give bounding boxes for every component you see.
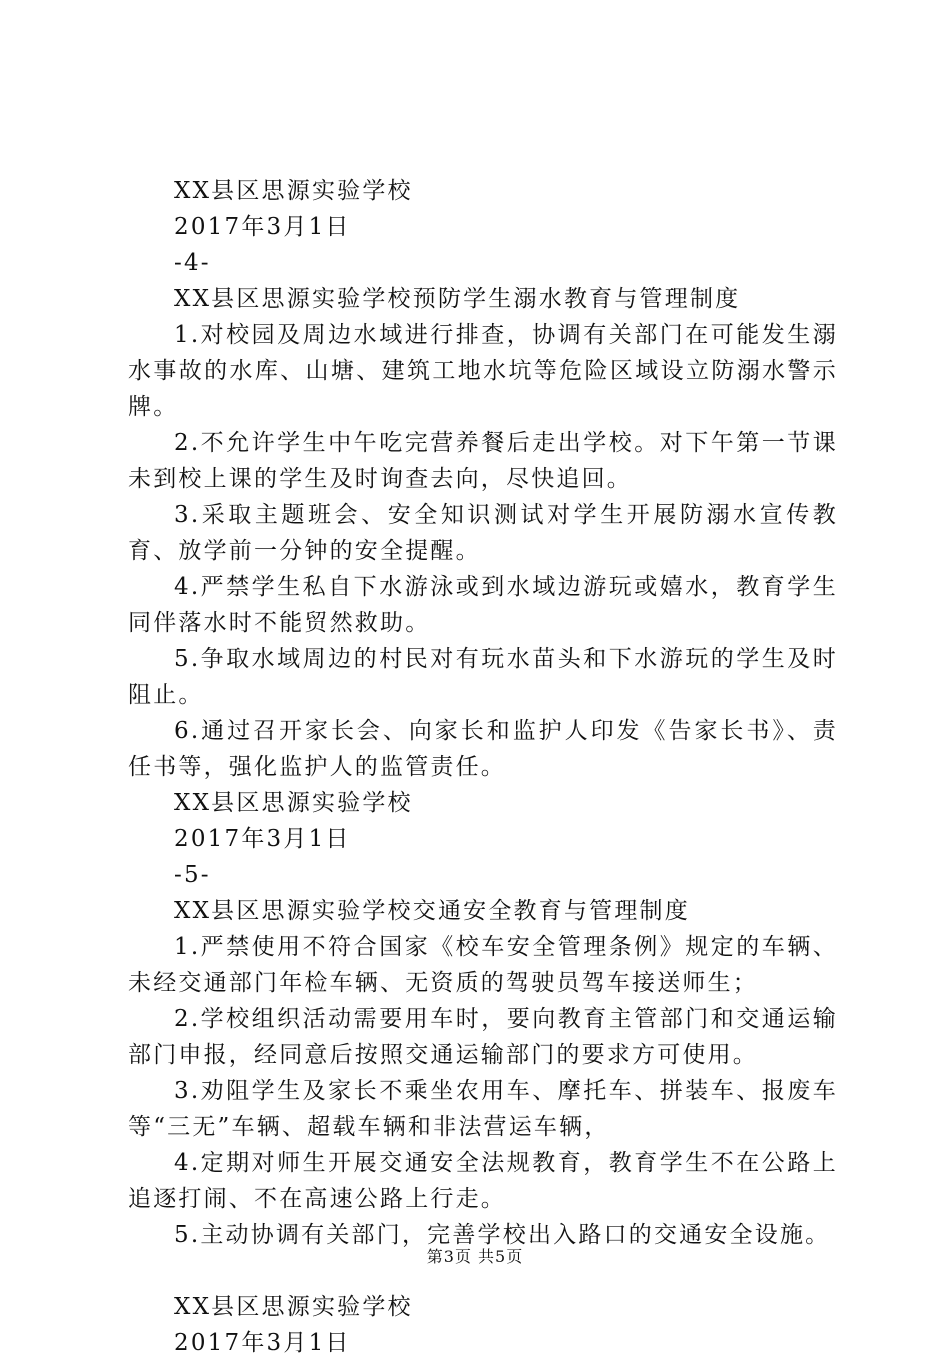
signature-school: XX县区思源实验学校 <box>174 790 413 816</box>
section-title-traffic: XX县区思源实验学校交通安全教育与管理制度 <box>174 898 690 924</box>
drowning-item-3: 3.采取主题班会、安全知识测试对学生开展防溺水宣传教育、放学前一分钟的安全提醒。 <box>128 502 838 564</box>
signature-date: 2017年3月1日 <box>174 826 351 852</box>
signature-school: XX县区思源实验学校 <box>174 178 413 204</box>
traffic-item-1: 1.严禁使用不符合国家《校车安全管理条例》规定的车辆、未经交通部门年检车辆、无资质的驾驶员驾车接送师生； <box>128 934 838 996</box>
signature-date: 2017年3月1日 <box>174 214 351 240</box>
document-body <box>128 173 838 1361</box>
traffic-item-3: 3.劝阻学生及家长不乘坐农用车、摩托车、拼装车、报废车等“三无”车辆、超载车辆和非法营运车辆， <box>128 1078 838 1140</box>
page-marker: -5- <box>174 862 211 888</box>
traffic-item-4: 4.定期对师生开展交通安全法规教育，教育学生不在公路上追逐打闹、不在高速公路上行走。 <box>128 1150 838 1212</box>
drowning-item-6: 6.通过召开家长会、向家长和监护人印发《告家长书》、责任书等，强化监护人的监管责任。 <box>128 718 838 780</box>
page-footer: 第3页 共5页 <box>426 1247 524 1266</box>
drowning-item-1: 1.对校园及周边水域进行排查，协调有关部门在可能发生溺水事故的水库、山塘、建筑工地水坑等危险区域设立防溺水警示牌。 <box>128 322 838 420</box>
traffic-item-5: 5.主动协调有关部门，完善学校出入路口的交通安全设施。 <box>174 1222 831 1248</box>
traffic-item-2: 2.学校组织活动需要用车时，要向教育主管部门和交通运输部门申报，经同意后按照交通运输部门的要求方可使用。 <box>128 1006 838 1068</box>
drowning-item-5: 5.争取水域周边的村民对有玩水苗头和下水游玩的学生及时阻止。 <box>128 646 838 708</box>
drowning-item-4: 4.严禁学生私自下水游泳或到水域边游玩或嬉水，教育学生同伴落水时不能贸然救助。 <box>128 574 838 636</box>
drowning-item-2: 2.不允许学生中午吃完营养餐后走出学校。对下午第一节课未到校上课的学生及时询查去向，尽快追回。 <box>128 430 838 492</box>
section-title-drowning: XX县区思源实验学校预防学生溺水教育与管理制度 <box>174 286 741 312</box>
page-marker: -4- <box>174 250 211 276</box>
signature-school: XX县区思源实验学校 <box>174 1294 413 1320</box>
signature-date: 2017年3月1日 <box>174 1330 351 1356</box>
